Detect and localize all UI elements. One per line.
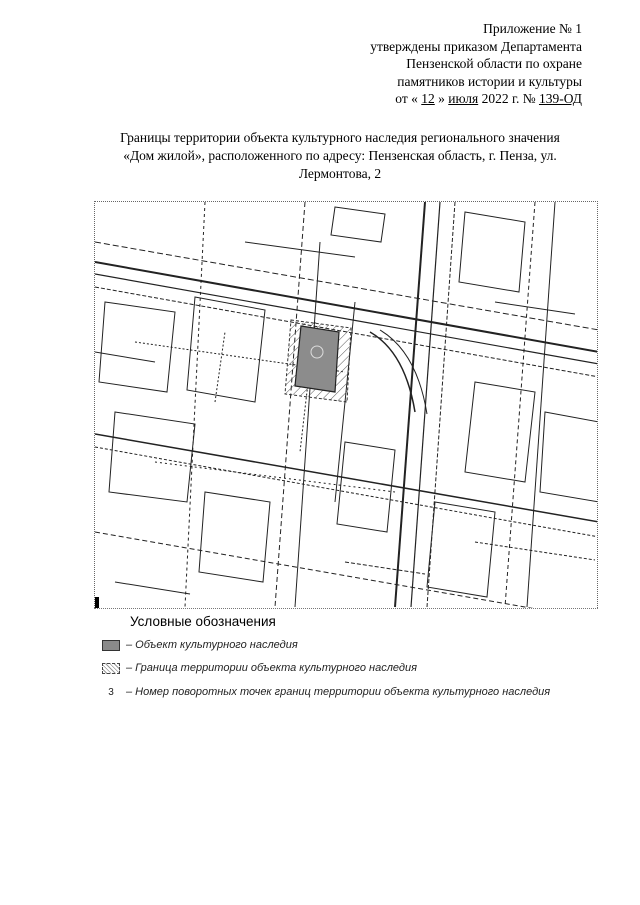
document-title (70, 129, 610, 183)
date-prefix: от « (395, 91, 418, 106)
appendix-number: Приложение № 1 (483, 21, 582, 36)
title-line: «Дом жилой», расположенного по адресу: Пензенская область, г. Пенза, ул. (123, 148, 557, 163)
date-mid: » (438, 91, 445, 106)
point-number-symbol: 3 (108, 686, 114, 698)
date-month: июля (448, 91, 479, 106)
legend-title: Условные обозначения (130, 614, 276, 629)
legend-item-territory-boundary (102, 660, 417, 676)
legend-item-turning-points (102, 684, 550, 700)
legend-item-label: – Объект культурного наследия (126, 639, 298, 651)
boundary-swatch-icon (102, 663, 120, 674)
date-day: 12 (421, 91, 435, 106)
approval-block (282, 20, 582, 108)
title-line: Границы территории объекта культурного наследия регионального значения (120, 130, 560, 145)
date-year: 2022 г. № (481, 91, 536, 106)
legend-item-label: – Номер поворотных точек границ территории объекта культурного наследия (126, 686, 551, 698)
map-legend (94, 608, 598, 727)
approval-line: утверждены приказом Департамента (370, 38, 582, 54)
legend-item-label: – Граница территории объекта культурного наследия (126, 662, 417, 674)
approval-line: памятников истории и культуры (397, 73, 582, 89)
approval-date-line (282, 90, 582, 108)
approval-line: Пензенской области по охране (406, 56, 582, 71)
legend-item-heritage-object (102, 637, 298, 653)
heritage-object-swatch-icon (102, 640, 120, 651)
title-line: Лермонтова, 2 (298, 166, 382, 181)
order-number: 139-ОД (538, 91, 582, 106)
